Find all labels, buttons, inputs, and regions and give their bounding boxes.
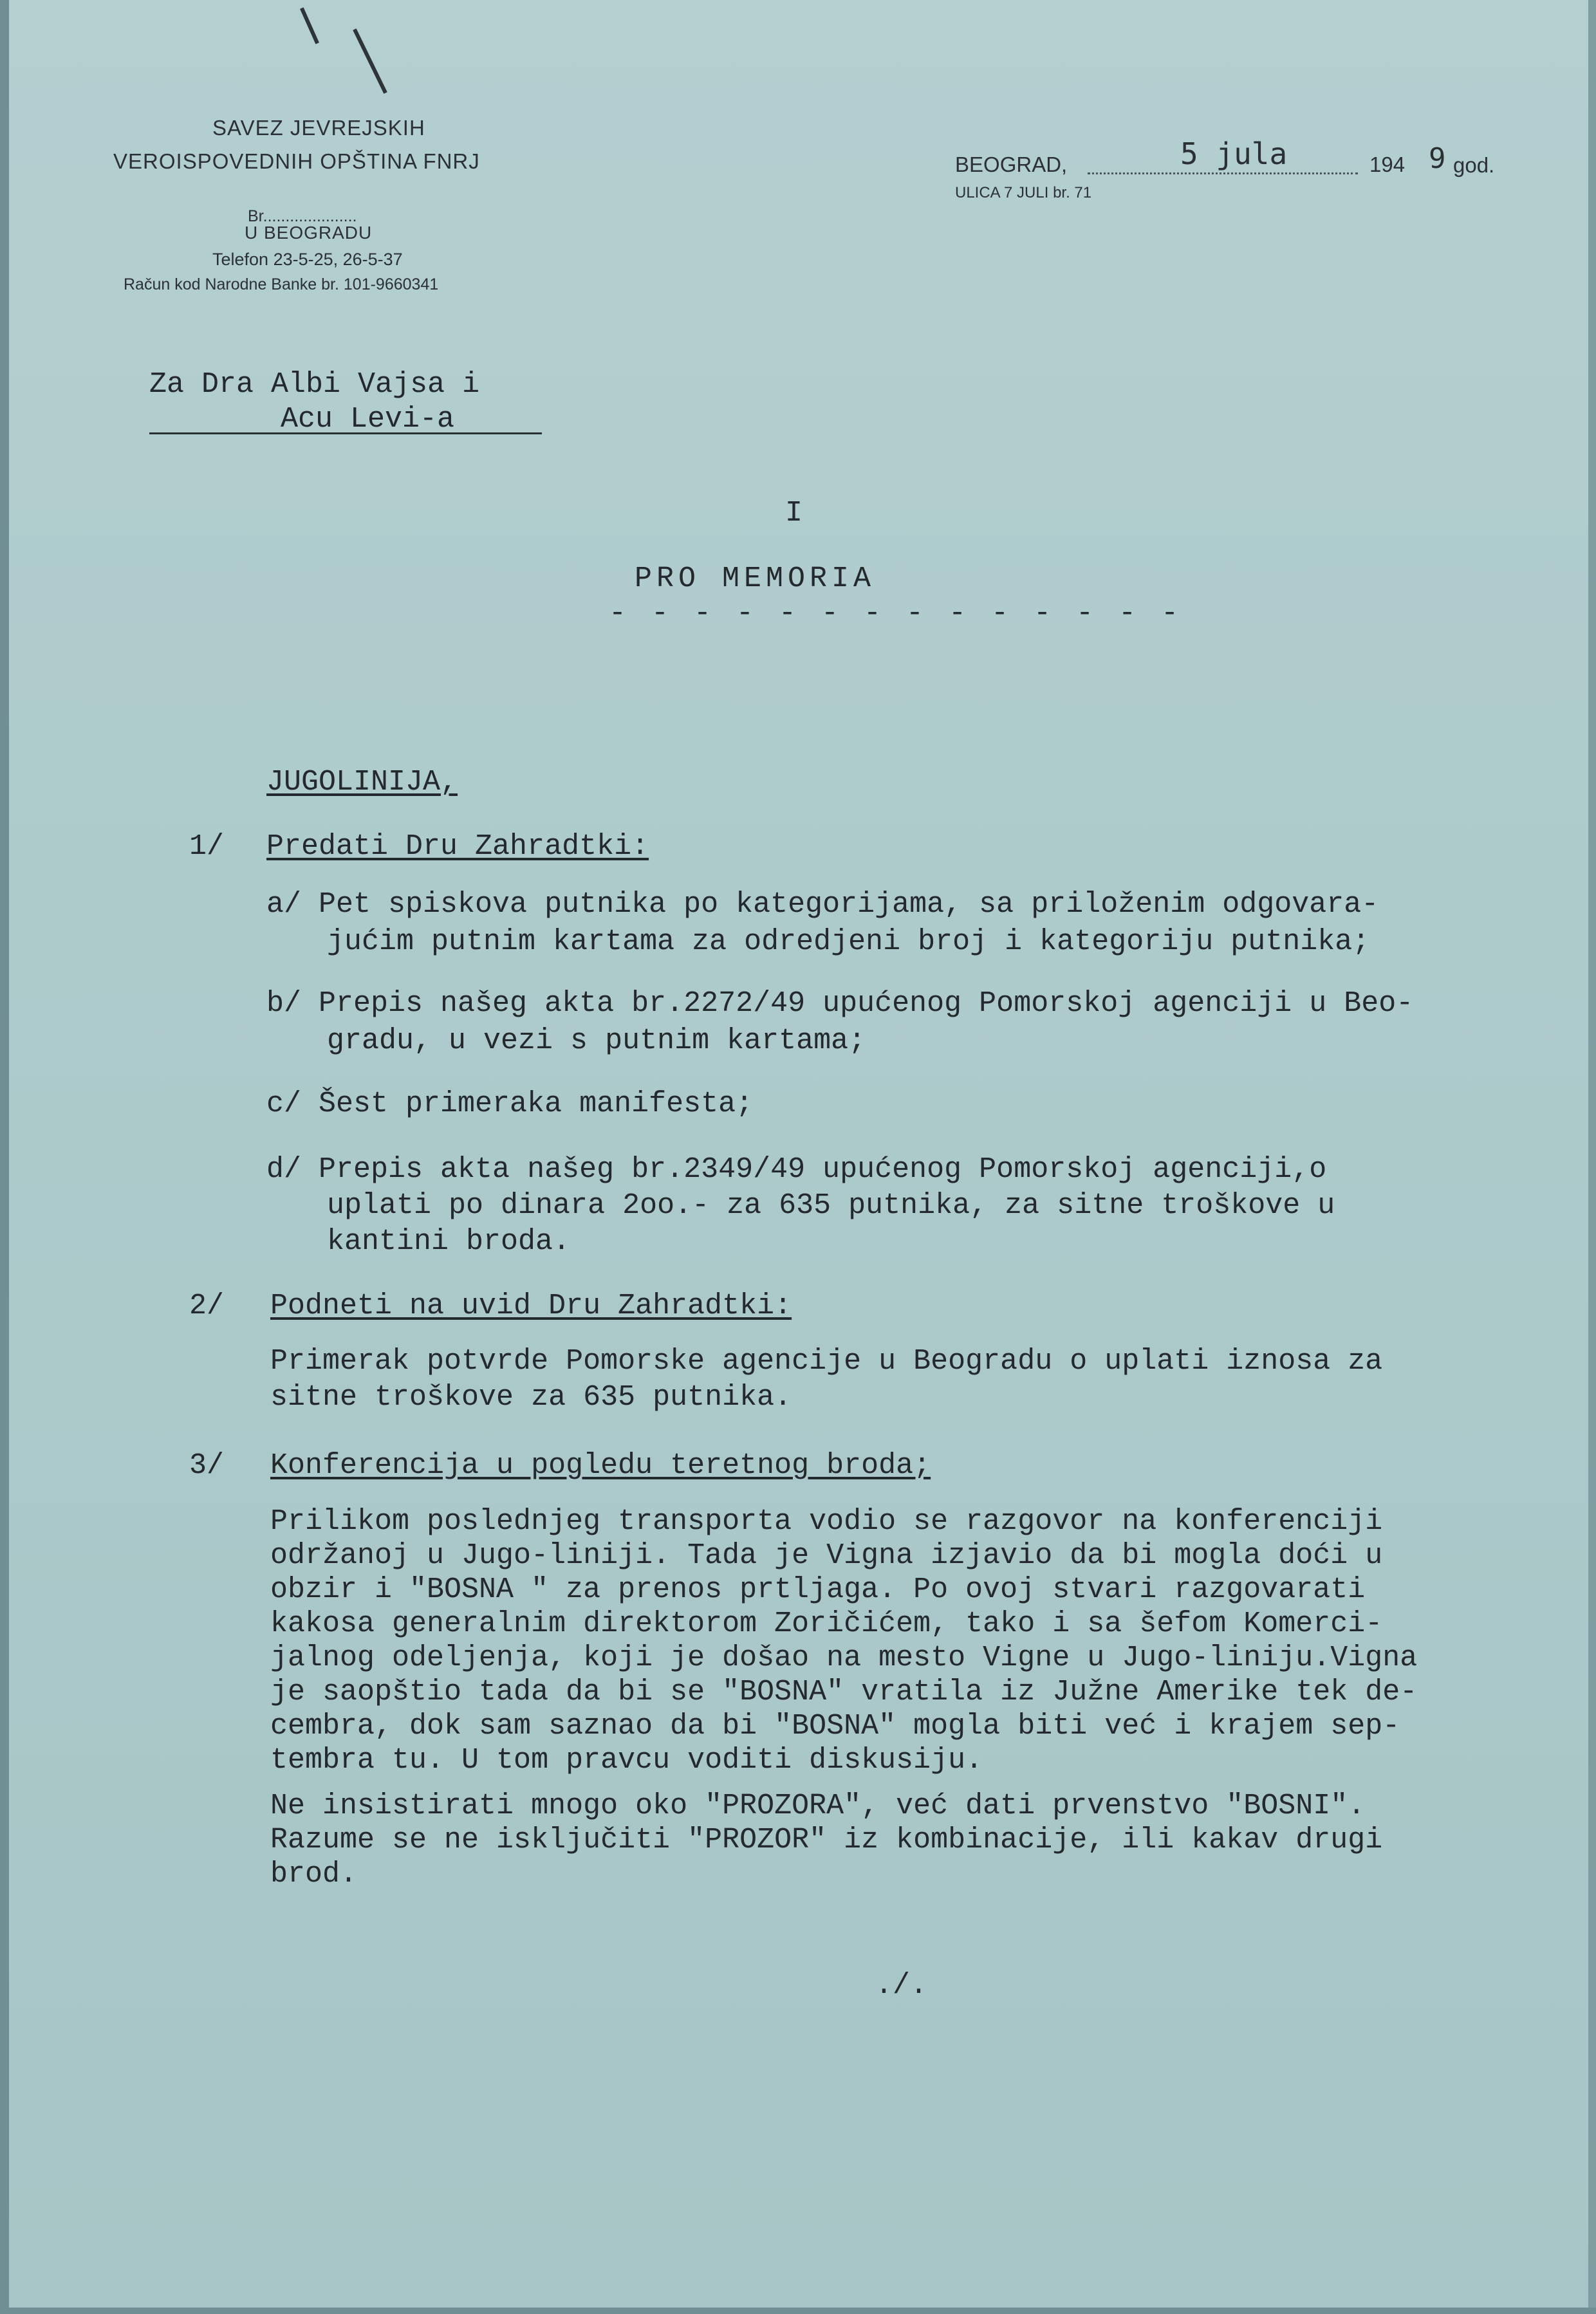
addressee-line2: Acu Levi-a [281,403,455,436]
paragraph-line: tembra tu. U tom pravcu voditi diskusiju. [270,1744,983,1777]
reference-number: Br..................... [248,207,357,225]
paragraph-line: kakosa generalnim direktorom Zoričićem, tako i sa šefom Komerci- [270,1607,1383,1640]
pen-mark [353,28,387,93]
subitem-b-line2: gradu, u vezi s putnim kartama; [327,1024,866,1057]
org-street: ULICA 7 JULI br. 71 [955,184,1092,201]
org-name-line2: VEROISPOVEDNIH OPŠTINA FNRJ [113,149,480,173]
paragraph-line: Razume se ne isključiti "PROZOR" iz kombinacije, ili kakav drugi [270,1824,1383,1856]
org-phone: Telefon 23-5-25, 26-5-37 [212,250,403,269]
subitem-c-line1: c/ Šest primeraka manifesta; [266,1088,754,1120]
item3-paragraph1 [270,1504,1417,1777]
item-heading: Predati Dru Zahradtki: [266,830,649,863]
scan-edge-right [1588,0,1596,2314]
paragraph-line: je saopštio tada da bi se "BOSNA" vratila iz Južne Amerike tek de- [270,1676,1418,1708]
document-title: PRO MEMORIA [635,562,876,595]
subitem-d-line1: d/ Prepis akta našeg br.2349/49 upućenog Pomorskoj agenciji,o [266,1153,1327,1186]
subitem-a-line2: jućim putnim kartama za odredjeni broj i kategoriju putnika; [327,925,1370,958]
item-number: 1/ [189,830,225,863]
subitem-d-line2: uplati po dinara 2oo.- za 635 putnika, za sitne troškove u [327,1189,1335,1222]
paragraph-line: brod. [270,1858,358,1891]
paragraph-line: Prilikom poslednjeg transporta vodio se razgovor na konferenciji [270,1505,1383,1538]
paragraph-line: Ne insistirati mnogo oko "PROZORA", već dati prvenstvo "BOSNI". [270,1790,1366,1822]
section-title: JUGOLINIJA, [266,766,458,799]
item2-line1: Primerak potvrde Pomorske agencije u Beogradu o uplati iznosa za [270,1345,1383,1378]
subitem-d-line3: kantini broda. [327,1225,571,1258]
addressee-line1: Za Dra Albi Vajsa i [149,368,480,401]
title-dashes: - - - - - - - - - - - - - - [609,597,1183,630]
section-roman-numeral: I [785,497,803,530]
continuation-mark: ./. [875,1969,928,2002]
addressee-underline [149,432,542,434]
paragraph-line: obzir i "BOSNA " za prenos prtljaga. Po ovoj stvari razgovarati [270,1573,1366,1606]
date-place: BEOGRAD, [955,153,1068,176]
org-city: U BEOGRADU [245,223,373,243]
scan-edge-bottom [0,2308,1596,2314]
item3-paragraph2 [270,1789,1382,1891]
pen-mark [300,7,319,44]
item-heading: Konferencija u pogledu teretnog broda; [270,1449,931,1482]
subitem-b-line1: b/ Prepis našeg akta br.2272/49 upućenog Pomorskoj agenciji u Beo- [266,987,1414,1020]
item-heading: Podneti na uvid Dru Zahradtki: [270,1290,792,1322]
item-number: 2/ [189,1290,225,1322]
item-number: 3/ [189,1449,225,1482]
year-prefix: 194 [1369,153,1406,176]
year-suffix: god. [1453,153,1495,177]
org-bank-account: Račun kod Narodne Banke br. 101-9660341 [124,275,439,293]
scan-edge-left [0,0,9,2314]
paragraph-line: cembra, dok sam saznao da bi "BOSNA" mogla biti već i krajem sep- [270,1710,1400,1743]
date-handwritten: 5 jula [1180,136,1288,171]
year-digit: 9 [1429,142,1446,175]
item2-line2: sitne troškove za 635 putnika. [270,1381,792,1414]
org-name-line1: SAVEZ JEVREJSKIH [212,116,425,140]
subitem-a-line1: a/ Pet spiskova putnika po kategorijama, sa priloženim odgovara- [266,888,1379,921]
paragraph-line: održanoj u Jugo-liniji. Tada je Vigna izjavio da bi mogla doći u [270,1539,1383,1572]
date-dotted-line [1088,172,1358,174]
paragraph-line: jalnog odeljenja, koji je došao na mesto Vigne u Jugo-liniju.Vigna [270,1642,1418,1674]
